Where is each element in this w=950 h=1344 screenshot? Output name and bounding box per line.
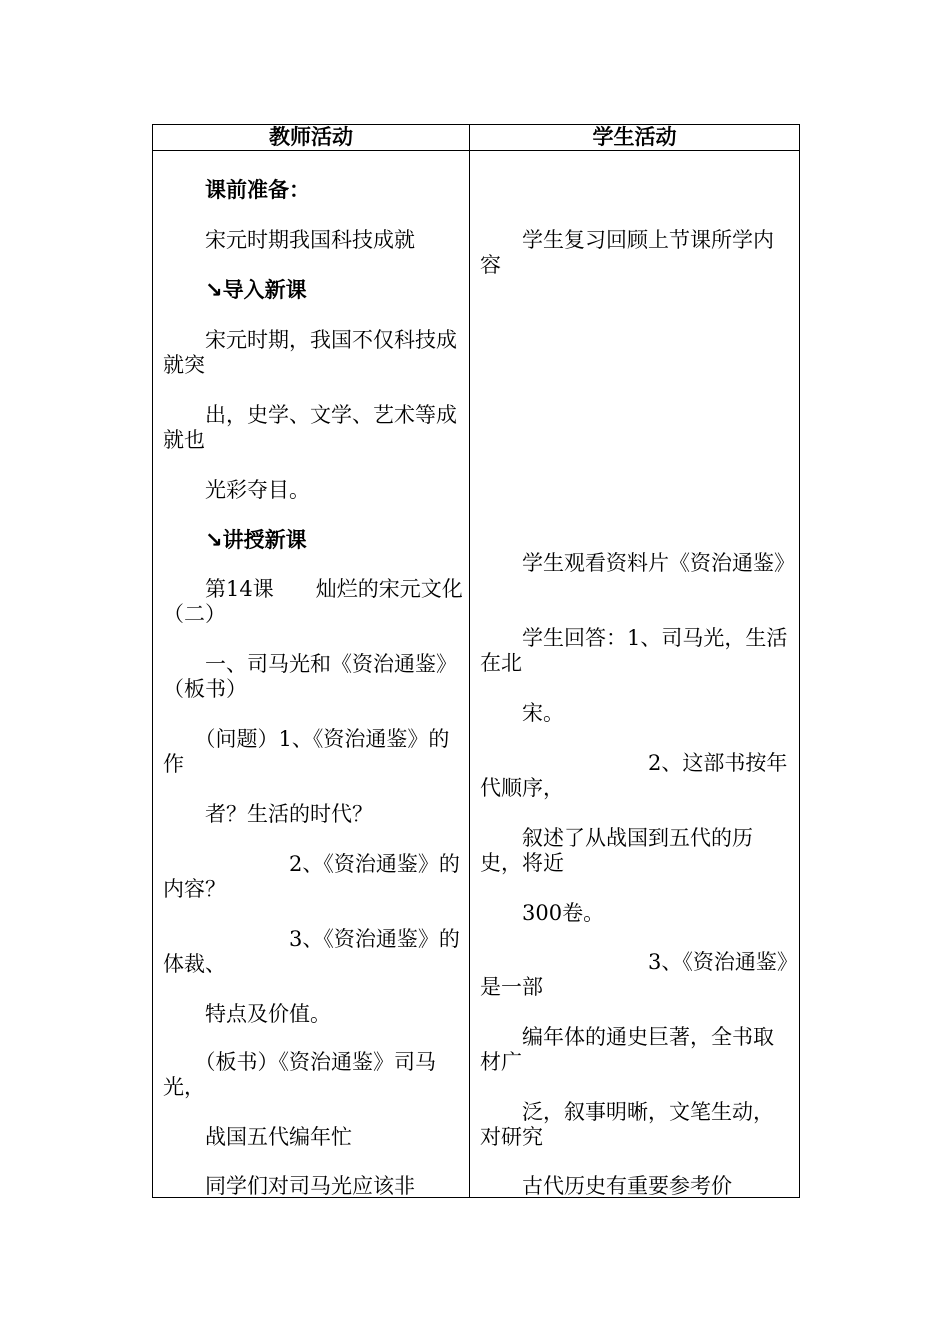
teacher-paragraph: 光彩夺目。 (163, 478, 310, 502)
teacher-paragraph: （板书）《资治通鉴》司马光， (163, 1050, 436, 1099)
content-row (153, 151, 800, 1198)
student-paragraph: 2、这部书按年代顺序， (480, 751, 788, 800)
teacher-paragraph: 第14课 灿烂的宋元文化（二） (163, 577, 463, 626)
teacher-activity-cell (153, 151, 470, 1198)
student-paragraph: 古代历史有重要参考价 (480, 1174, 732, 1197)
student-paragraph: 宋。 (480, 701, 564, 725)
student-paragraph: 学生回答：1、司马光，生活在北 (480, 626, 788, 675)
teacher-paragraph: 同学们对司马光应该非 (163, 1174, 415, 1197)
student-paragraph: 叙述了从战国到五代的历史，将近 (480, 826, 753, 875)
student-paragraph: 300卷。 (480, 901, 605, 925)
student-paragraph: 3、《资治通鉴》是一部 (480, 950, 788, 999)
teacher-paragraph: 者？生活的时代？ (163, 802, 373, 826)
student-paragraph: 学生复习回顾上节课所学内容 (480, 228, 774, 277)
student-paragraph: 泛，叙事明晰，文笔生动，对研究 (480, 1100, 774, 1149)
student-activity-cell (470, 151, 800, 1198)
teacher-activity-header: 教师活动 (153, 125, 470, 151)
section-heading: ↘导入新课 (163, 278, 307, 302)
lesson-table (152, 124, 800, 1198)
header-row (153, 125, 800, 151)
teacher-paragraph: 3、《资治通鉴》的体裁、 (163, 927, 460, 976)
section-heading: 课前准备： (163, 178, 310, 202)
teacher-paragraph: （问题）1、《资治通鉴》的作 (163, 727, 450, 776)
teacher-paragraph: 战国五代编年忙 (163, 1125, 352, 1149)
teacher-paragraph: 宋元时期我国科技成就 (163, 228, 415, 252)
teacher-paragraph: 宋元时期，我国不仅科技成就突 (163, 328, 457, 377)
section-heading: ↘讲授新课 (163, 528, 307, 552)
teacher-paragraph: 一、司马光和《资治通鉴》（板书） (163, 652, 457, 701)
teacher-paragraph: 出，史学、文学、艺术等成就也 (163, 403, 457, 452)
teacher-paragraph: 特点及价值。 (163, 1002, 331, 1026)
teacher-paragraph: 2、《资治通鉴》的内容？ (163, 852, 460, 901)
student-paragraph: 编年体的通史巨著，全书取材广 (480, 1025, 774, 1074)
student-activity-header: 学生活动 (470, 125, 800, 151)
student-paragraph: 学生观看资料片《资治通鉴》 (480, 551, 795, 575)
